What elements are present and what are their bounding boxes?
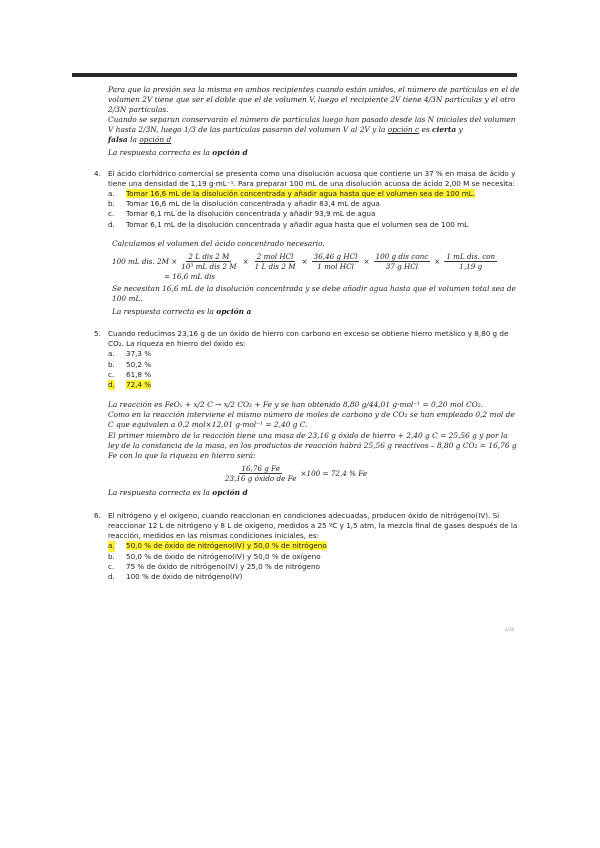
question-4-number: 4. [94, 168, 101, 178]
question-5-solution [108, 400, 520, 461]
document-content [94, 82, 520, 582]
question-5-solution-line-3: El primer miembro de la reacción tiene una masa de 23,16 g óxido de hierro + 2,40 g C = 25,56 g y por la ley de la constancia de la masa, en los productos de reacción habrá 25,56 g reactivos – 8,80 g CO₂ = 16,76 g Fe con lo que la riqueza en hierro será: [108, 430, 517, 460]
intro-line-2: Cuando se separan conservarán el número de partículas luego han pasado desde las N iniciales del volumen V hasta 2/3N, luego 1/3 de las partículas pasaron del volumen V al 2V y la opción c es cierta y [108, 115, 516, 135]
question-5-stem: Cuando reducimos 23,16 g de un óxido de hierro con carbono en exceso se obtiene hierro metálico y 8,80 g de CO₂. La riqueza en hierro del óxido es: [108, 329, 509, 349]
question-6-options [108, 541, 520, 582]
intro-option-d: opción d [139, 135, 172, 145]
question-4-conclusion: Se necesitan 16,6 mL de la disolución concentrada y se debe añadir agua hasta que el volumen total sea de 100 mL. [112, 283, 516, 303]
question-4-option-d: d. Tomar 6,1 mL de la disolución concentrada y añadir agua hasta que el volumen sea de 100 mL [108, 219, 469, 229]
question-5-fraction: $\frac{\text{16,76 g Fe}}{\text{23,16 g óxido de Fe}}$ [224, 463, 297, 483]
question-6-stem: El nitrógeno y el oxígeno, cuando reaccionan en condiciones adecuadas, producen óxido de nitrógeno(IV). Si reaccionar 12 L de nitrógeno y 8 L de oxígeno, medidos a 25 ºC y 1,5 atm, la mezcla final de gases después de la reacción, medidos en las mismas condiciones iniciales, es: [108, 510, 518, 541]
question-6-option-d: d. 100 % de óxido de nitrógeno(IV) [108, 572, 243, 582]
question-5-option-b: b. 50,2 % [108, 359, 152, 369]
intro-line-1: Para que la presión sea la misma en ambos recipientes cuando están unidos, el número de partículas en el de volumen 2V tiene que ser el doble que el de volumen V, luego el recipiente 2V tiene 4/3N partículas y el otro 2/3N partículas. [108, 85, 520, 115]
question-5-equation: $\frac{\text{16,76 g Fe}}{\text{23,16 g óxido de Fe}}$ ×100 = 72,4 % Fe [224, 463, 368, 483]
equation-result: = 16,6 mL dis [164, 271, 216, 281]
question-5-solution-line-1: La reacción es FeOₓ + x/2 C → x/2 CO₂ + Fe y se han obtenido 8,80 g/44,01 g·mol⁻¹ = 0,20 mol CO₂. [108, 400, 484, 410]
intro-block [108, 85, 520, 146]
question-4-stem: El ácido clorhídrico comercial se presenta como una disolución acuosa que contiene un 37 % en masa de ácido y tiene una densidad de 1,19 g·mL⁻¹. Para preparar 100 mL de una disolución acuosa de ácido 2,00 M se necesita: [108, 168, 516, 188]
question-4 [94, 168, 520, 230]
question-4-option-c: c. Tomar 6,1 mL de la disolución concentrada y añadir 93,9 mL de agua [108, 209, 376, 219]
equation-fraction-1: $\frac{\text{2 L dis 2 M}}{\text{10³ mL dis 2 M}}$ [181, 251, 237, 271]
question-5 [94, 329, 520, 390]
equation-fraction-4: $\frac{\text{100 g dis conc}}{\text{37 g HCl}}$ [375, 251, 429, 271]
question-4-options [108, 189, 520, 230]
question-6-number: 6. [94, 510, 101, 520]
equation-lead: 100 mL dis. 2M × [112, 256, 178, 266]
question-4-answer: La respuesta correcta es la opción a [112, 307, 252, 317]
equation-fraction-2: $\frac{\text{2 mol HCl}}{\text{1 L dis 2 M}}$ [254, 251, 296, 271]
question-6-option-b: b. 50,0 % de óxido de nitrógeno(IV) y 50,0 % de oxígeno [108, 551, 321, 561]
intro-answer: La respuesta correcta es la opción d [108, 147, 248, 157]
intro-cierta: cierta [432, 125, 457, 135]
intro-falsa: falsa [108, 135, 128, 145]
equation-fraction-5: $\frac{\text{1 mL dis. con}}{1,19 g}$ [446, 251, 496, 271]
question-5-option-c: c. 61,8 % [108, 369, 152, 379]
page-number: 2/10 [505, 627, 514, 632]
intro-option-c: opción c [387, 125, 420, 135]
equation-fraction-3: $\frac{\text{36,46 g HCl}}{\text{1 mol HCl}}$ [313, 251, 358, 271]
question-5-options [108, 349, 520, 390]
question-5-option-a: a. 37,3 % [108, 349, 152, 359]
question-5-answer: La respuesta correcta es la opción d [108, 487, 248, 497]
intro-line-3: falsa la opción d [108, 135, 172, 145]
question-4-solution-intro: Calculamos el volumen del ácido concentrado necesario. [112, 238, 325, 248]
question-6-option-a: a. 50,0 % de óxido de nitrógeno(IV) y 50,0 % de nitrógeno [108, 541, 327, 551]
top-rule [72, 73, 517, 77]
question-4-equation: 100 mL dis. 2M × $\frac{\text{2 L dis 2 M}}{\text{10³ mL dis 2 M}}$ × $\frac{\text{2 mol HCl}}{\text{1 L dis 2 M}}$ × $\frac{\text{36,46 g HCl}}{\text{1 mol HCl}}$ × $\frac{\text{100 g dis conc}}{\text{37 g HCl}}$ × $\frac{\text{1 mL dis. con}}{1,19 g}$ = 16,6 mL dis [108, 252, 520, 281]
question-6 [94, 510, 520, 582]
question-5-option-d: d. 72,4 % [108, 380, 152, 390]
question-5-number: 5. [94, 329, 101, 339]
question-4-option-a: a. Tomar 16,6 mL de la disolución concentrada y añadir agua hasta que el volumen sea de 100 mL. [108, 188, 475, 198]
question-4-option-b: b. Tomar 16,6 mL de la disolución concentrada y añadir 83,4 mL de agua [108, 199, 380, 209]
question-5-solution-line-2: Como en la reacción interviene el mismo número de moles de carbono y de CO₂ se han empleado 0,2 mol de C que equivalen a 0,2 mol×12,01 g·mol⁻¹ = 2,40 g C. [108, 410, 515, 430]
question-4-solution [108, 239, 520, 249]
question-6-option-c: c. 75 % de óxido de nitrógeno(IV) y 25,0 % de nitrógeno [108, 561, 320, 571]
